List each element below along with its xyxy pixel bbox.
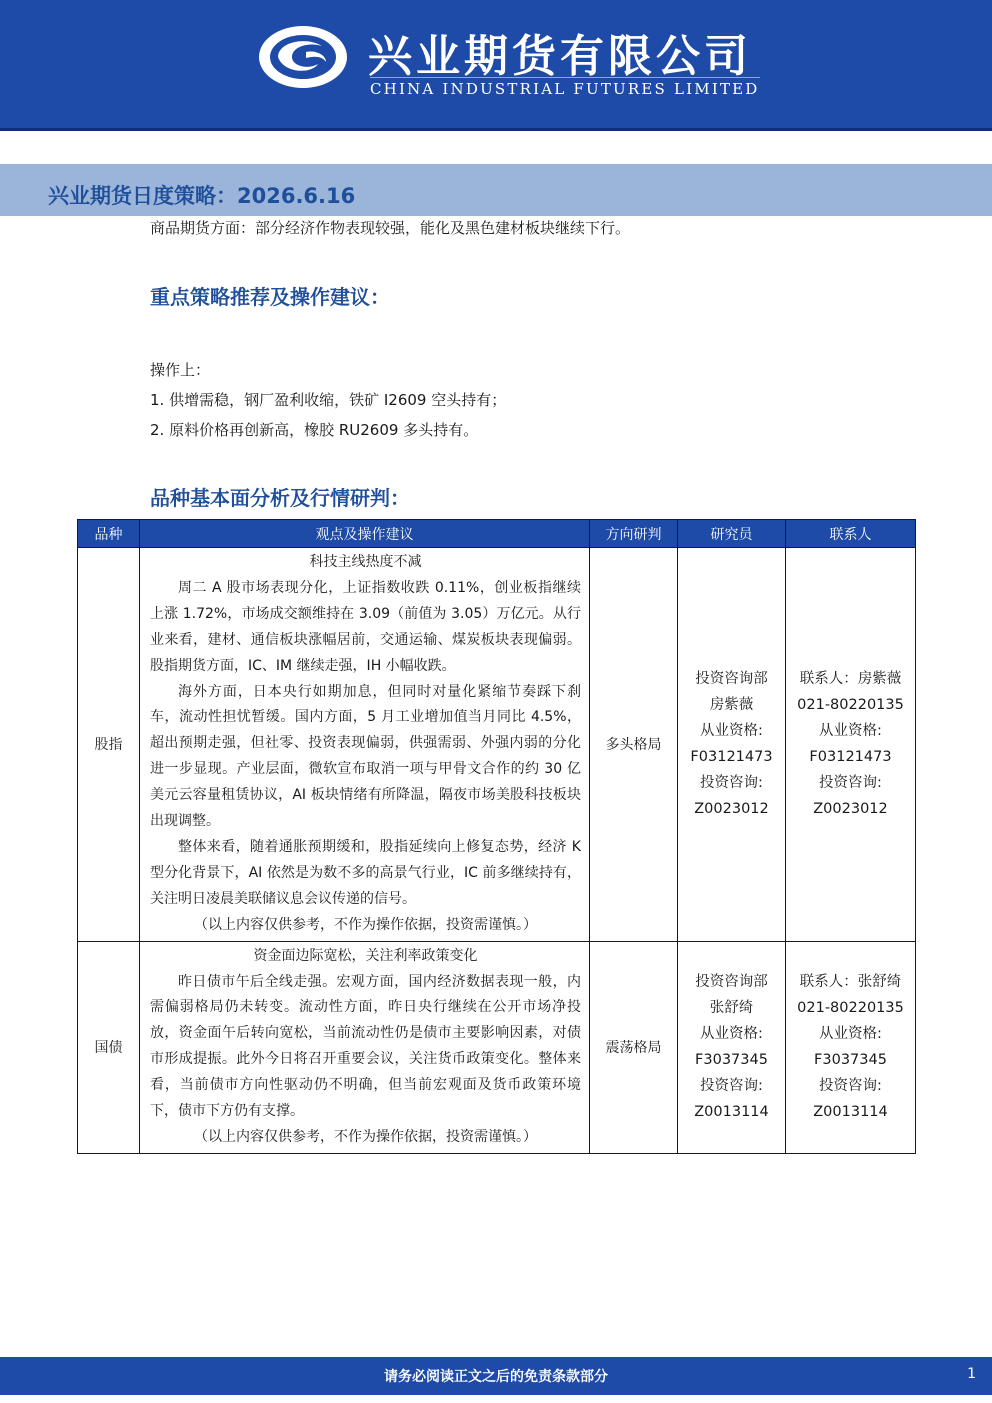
column-header: 品种	[78, 520, 140, 548]
company-name-cn: 兴业期货有限公司	[368, 31, 752, 82]
view-paragraph: 周二 A 股市场表现分化，上证指数收跌 0.11%，创业板指继续上涨 1.72%，市场成交额维持在 3.09（前值为 3.05）万亿元。从行业来看，建材、通信板块涨幅居前，交通运输、煤炭板块表现偏弱。股指期货方面，IC、IM 继续走强，IH 小幅收跌。	[150, 579, 581, 674]
strategy-list	[150, 355, 506, 445]
researcher-line: F3037345	[695, 1052, 768, 1069]
table-row	[78, 548, 916, 942]
researcher-line: 房紫薇	[709, 697, 754, 714]
swirl-logo-icon	[256, 24, 350, 90]
table-row	[78, 941, 916, 1153]
researcher-cell	[678, 941, 786, 1153]
strategy-item: 2. 原料价格再创新高，橡胶 RU2609 多头持有。	[150, 421, 479, 439]
strategy-item: 1. 供增需稳，钢厂盈利收缩，铁矿 I2609 空头持有；	[150, 391, 507, 409]
contact-line: F03121473	[809, 749, 892, 766]
view-title: 科技主线热度不减	[309, 554, 422, 570]
column-header: 研究员	[678, 520, 786, 548]
report-title: 兴业期货日度策略：2026.6.16	[48, 184, 356, 208]
view-disclaimer: （以上内容仅供参考，不作为操作依据，投资需谨慎。）	[194, 1128, 537, 1145]
view-disclaimer: （以上内容仅供参考，不作为操作依据，投资需谨慎。）	[194, 916, 537, 933]
page-number: 1	[967, 1366, 976, 1382]
direction-cell: 多头格局	[590, 548, 678, 942]
researcher-line: 投资咨询部	[695, 974, 768, 991]
company-name-en: CHINA INDUSTRIAL FUTURES LIMITED	[370, 77, 760, 98]
view-cell	[140, 941, 590, 1153]
researcher-line: 从业资格:	[700, 1026, 763, 1043]
researcher-line: 投资咨询:	[700, 775, 763, 792]
direction-cell: 震荡格局	[590, 941, 678, 1153]
researcher-line: Z0023012	[694, 801, 769, 818]
market-summary: 商品期货方面：部分经济作物表现较强，能化及黑色建材板块继续下行。	[150, 219, 631, 237]
analysis-table	[77, 519, 916, 1154]
researcher-line: 从业资格:	[700, 723, 763, 740]
contact-cell	[786, 548, 916, 942]
view-paragraph: 海外方面，日本央行如期加息，但同时对量化紧缩节奏踩下刹车，流动性担忧暂缓。国内方面，5 月工业增加值当月同比 4.5%，超出预期走强，但社零、投资表现偏弱，供强需弱、外强内弱的分化进一步显现。产业层面，微软宣布取消一项与甲骨文合作的约 30 亿美元云容量租赁协议，AI 板块情绪有所降温，隔夜市场美股科技板块出现调整。	[150, 683, 581, 830]
researcher-line: 张舒绮	[709, 1000, 754, 1017]
researcher-line: Z0013114	[694, 1104, 769, 1121]
column-header: 联系人	[786, 520, 916, 548]
contact-cell	[786, 941, 916, 1153]
strategy-intro: 操作上：	[150, 361, 211, 379]
researcher-line: 投资咨询部	[695, 671, 768, 688]
contact-line: 投资咨询:	[819, 1078, 882, 1095]
researcher-line: F03121473	[690, 749, 773, 766]
view-title: 资金面边际宽松，关注利率政策变化	[253, 947, 478, 964]
footer-bar	[0, 1357, 992, 1395]
contact-line: Z0013114	[813, 1104, 888, 1121]
contact-line: 联系人：房紫薇	[799, 671, 902, 688]
contact-line: 021-80220135	[797, 697, 904, 714]
contact-line: F3037345	[814, 1052, 887, 1069]
contact-line: 投资咨询:	[819, 775, 882, 792]
contact-line: 联系人：张舒绮	[799, 974, 902, 991]
variety-cell: 股指	[78, 548, 140, 942]
view-paragraph: 整体来看，随着通胀预期缓和，股指延续向上修复态势，经济 K 型分化背景下，AI 依然是为数不多的高景气行业，IC 前多继续持有，关注明日凌晨美联储议息会议传递的信号。	[150, 838, 581, 907]
variety-cell: 国债	[78, 941, 140, 1153]
researcher-line: 投资咨询:	[700, 1078, 763, 1095]
contact-line: 从业资格:	[819, 1026, 882, 1043]
contact-line: 从业资格:	[819, 723, 882, 740]
contact-line: 021-80220135	[797, 1000, 904, 1017]
researcher-cell	[678, 548, 786, 942]
column-header: 观点及操作建议	[140, 520, 590, 548]
footer-disclaimer: 请务必阅读正文之后的免责条款部分	[384, 1369, 608, 1385]
column-header: 方向研判	[590, 520, 678, 548]
strategy-heading: 重点策略推荐及操作建议：	[150, 285, 390, 309]
view-paragraph: 昨日债市午后全线走强。宏观方面，国内经济数据表现一般，内需偏弱格局仍未转变。流动性方面，昨日央行继续在公开市场净投放，资金面午后转向宽松，当前流动性仍是债市主要影响因素，对债市形成提振。此外今日将召开重要会议，关注货币政策变化。整体来看，当前债市方向性驱动仍不明确，但当前宏观面及货币政策环境下，债市下方仍有支撑。	[150, 973, 581, 1120]
header-banner	[0, 0, 992, 131]
view-cell	[140, 548, 590, 942]
analysis-heading: 品种基本面分析及行情研判：	[150, 486, 410, 510]
table-header-row	[78, 520, 916, 548]
contact-line: Z0023012	[813, 801, 888, 818]
